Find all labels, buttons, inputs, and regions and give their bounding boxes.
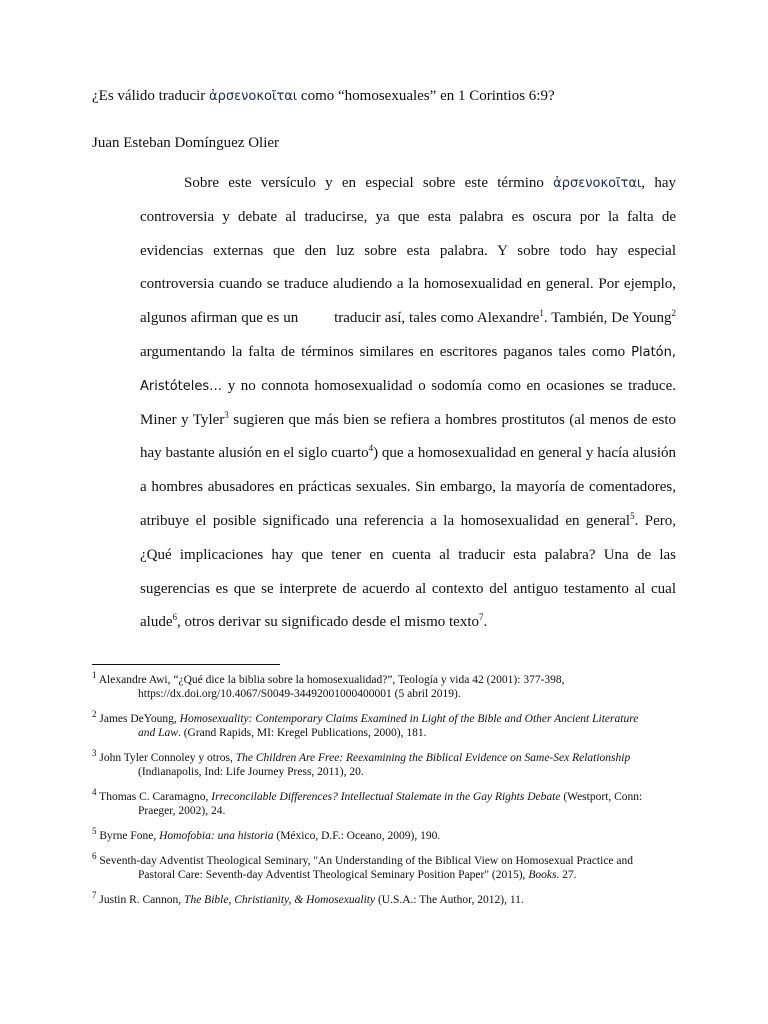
footnote-number: 4 <box>92 787 97 798</box>
footnote-ref-4[interactable]: 4 <box>368 443 374 454</box>
footnote-ref-5[interactable]: 5 <box>630 510 635 521</box>
body-text: , otros derivar su significado desde el mismo texto <box>176 614 480 631</box>
body-text: . <box>483 614 488 631</box>
title-text-3: en 1 Corintios 6:9? <box>436 88 555 104</box>
body-text: . Pero, ¿Qué implicaciones hay que tener en cuenta al traducir esta palabra? Una de las sugerencias es que se interprete de acuerdo al contexto del antiguo testamento al cual alude <box>140 512 676 631</box>
footnote-title: The Children Are Free: Reexamining the Biblical Evidence on Same-Sex Relationship <box>235 752 631 764</box>
body-text: argumentando la falta de términos similares en escritores paganos tales como <box>140 343 632 360</box>
document-title <box>92 86 732 107</box>
footnote-ref-6[interactable]: 6 <box>172 612 177 623</box>
title-text-1: ¿Es válido traducir <box>92 88 210 104</box>
footnote-3 <box>92 748 652 779</box>
footnote-number: 3 <box>92 748 97 759</box>
body-text: , hay controversia y debate al traducirse, ya que esta palabra es oscura por la falta de evidencias externas que den luz sobre esta palabra. Y sobre todo hay especial controversia cuando se traduce aludiendo a la homosexualidad en general. Por ejemplo, algunos afirman que es un <box>140 175 676 327</box>
footnote-text: . 27. <box>556 869 577 881</box>
footnote-ref-3[interactable]: 3 <box>224 409 229 420</box>
footnote-6 <box>92 851 652 882</box>
body-text: traducir así, tales como Alexandre <box>330 310 540 327</box>
footnote-text: Justin R. Cannon, <box>96 894 185 906</box>
author-name: Juan Esteban Domínguez Olier <box>92 135 280 151</box>
footnote-1 <box>92 670 652 701</box>
footnote-title: Homosexuality: Contemporary Claims Examined in Light of the Bible and Other Ancient Literature and Law <box>138 713 639 739</box>
body-greek-term: ἀρσενοκοῖται <box>553 176 642 191</box>
footnote-title: The Bible, Christianity, & Homosexuality <box>184 894 376 906</box>
footnote-number: 2 <box>92 709 97 720</box>
body-names: Platón, Aristóteles… <box>140 344 676 394</box>
footnote-separator <box>92 664 280 665</box>
footnote-number: 6 <box>92 851 97 862</box>
footnote-text: Alexandre Awi, “¿Qué dice la biblia sobre la homosexualidad?”, Teología y vida 42 (2001): 377-398, https://dx.doi.org/10.4067/S0049-34492001000400001 (5 abril 2019). <box>96 674 565 700</box>
footnote-text: (Indianapolis, Ind: Life Journey Press, 2011), 20. <box>138 766 364 778</box>
footnote-2 <box>92 709 652 740</box>
body-text: sugieren que más bien se refiera a hombres prostitutos (al menos de esto hay bastante alusión en el siglo cuarto <box>140 411 676 462</box>
footnote-text: (U.S.A.: The Author, 2012), 11. <box>375 894 524 906</box>
footnote-text: Seventh-day Adventist Theological Seminary, "An Understanding of the Biblical View on Homosexual Practice and Pastoral Care: Seventh-day Adventist Theological Seminary Position Paper" (2015), <box>96 855 634 881</box>
footnote-title: Irreconcilable Differences? Intellectual Stalemate in the Gay Rights Debate <box>211 791 561 803</box>
footnote-ref-7[interactable]: 7 <box>479 612 484 623</box>
title-greek-term: ἀρσενοκοῖται <box>209 89 298 104</box>
footnote-number: 5 <box>92 826 97 837</box>
footnote-5 <box>92 826 652 843</box>
footnote-text: Byrne Fone, <box>96 830 160 842</box>
body-text: Sobre este versículo y en especial sobre este término <box>184 175 554 191</box>
footnote-ref-2[interactable]: 2 <box>671 308 676 319</box>
footnote-title: Books <box>528 869 557 881</box>
body-text: y no connota homosexualidad o sodomía como en ocasiones se traduce. Miner y Tyler <box>140 377 676 428</box>
footnote-text: (México, D.F.: Oceano, 2009), 190. <box>273 830 441 842</box>
title-quoted-term: “homosexuales” <box>338 88 437 104</box>
footnote-number: 1 <box>92 670 97 681</box>
footnote-number: 7 <box>92 890 97 901</box>
footnote-7 <box>92 890 652 907</box>
footnote-ref-1[interactable]: 1 <box>539 308 544 319</box>
title-text-2: como <box>297 88 338 104</box>
footnote-text: . (Grand Rapids, MI: Kregel Publications, 2000), 181. <box>177 727 427 739</box>
footnote-text: Thomas C. Caramagno, <box>96 791 212 803</box>
footnotes <box>92 670 652 918</box>
body-paragraph <box>140 167 676 640</box>
body-text: ) que a homosexualidad en general y hacía alusión a hombres abusadores en prácticas sexuales. Sin embargo, la mayoría de comentadores, atribuye el posible significado una referencia a la homosexualidad en general <box>140 445 676 529</box>
body-text: . También, De Young <box>543 310 672 327</box>
footnote-title: Homofobia: una historia <box>159 830 274 842</box>
footnote-text: (Westport, Conn: Praeger, 2002), 24. <box>138 791 643 817</box>
footnote-text: John Tyler Connoley y otros, <box>96 752 236 764</box>
footnote-4 <box>92 787 652 818</box>
footnote-text: James DeYoung, <box>96 713 180 725</box>
